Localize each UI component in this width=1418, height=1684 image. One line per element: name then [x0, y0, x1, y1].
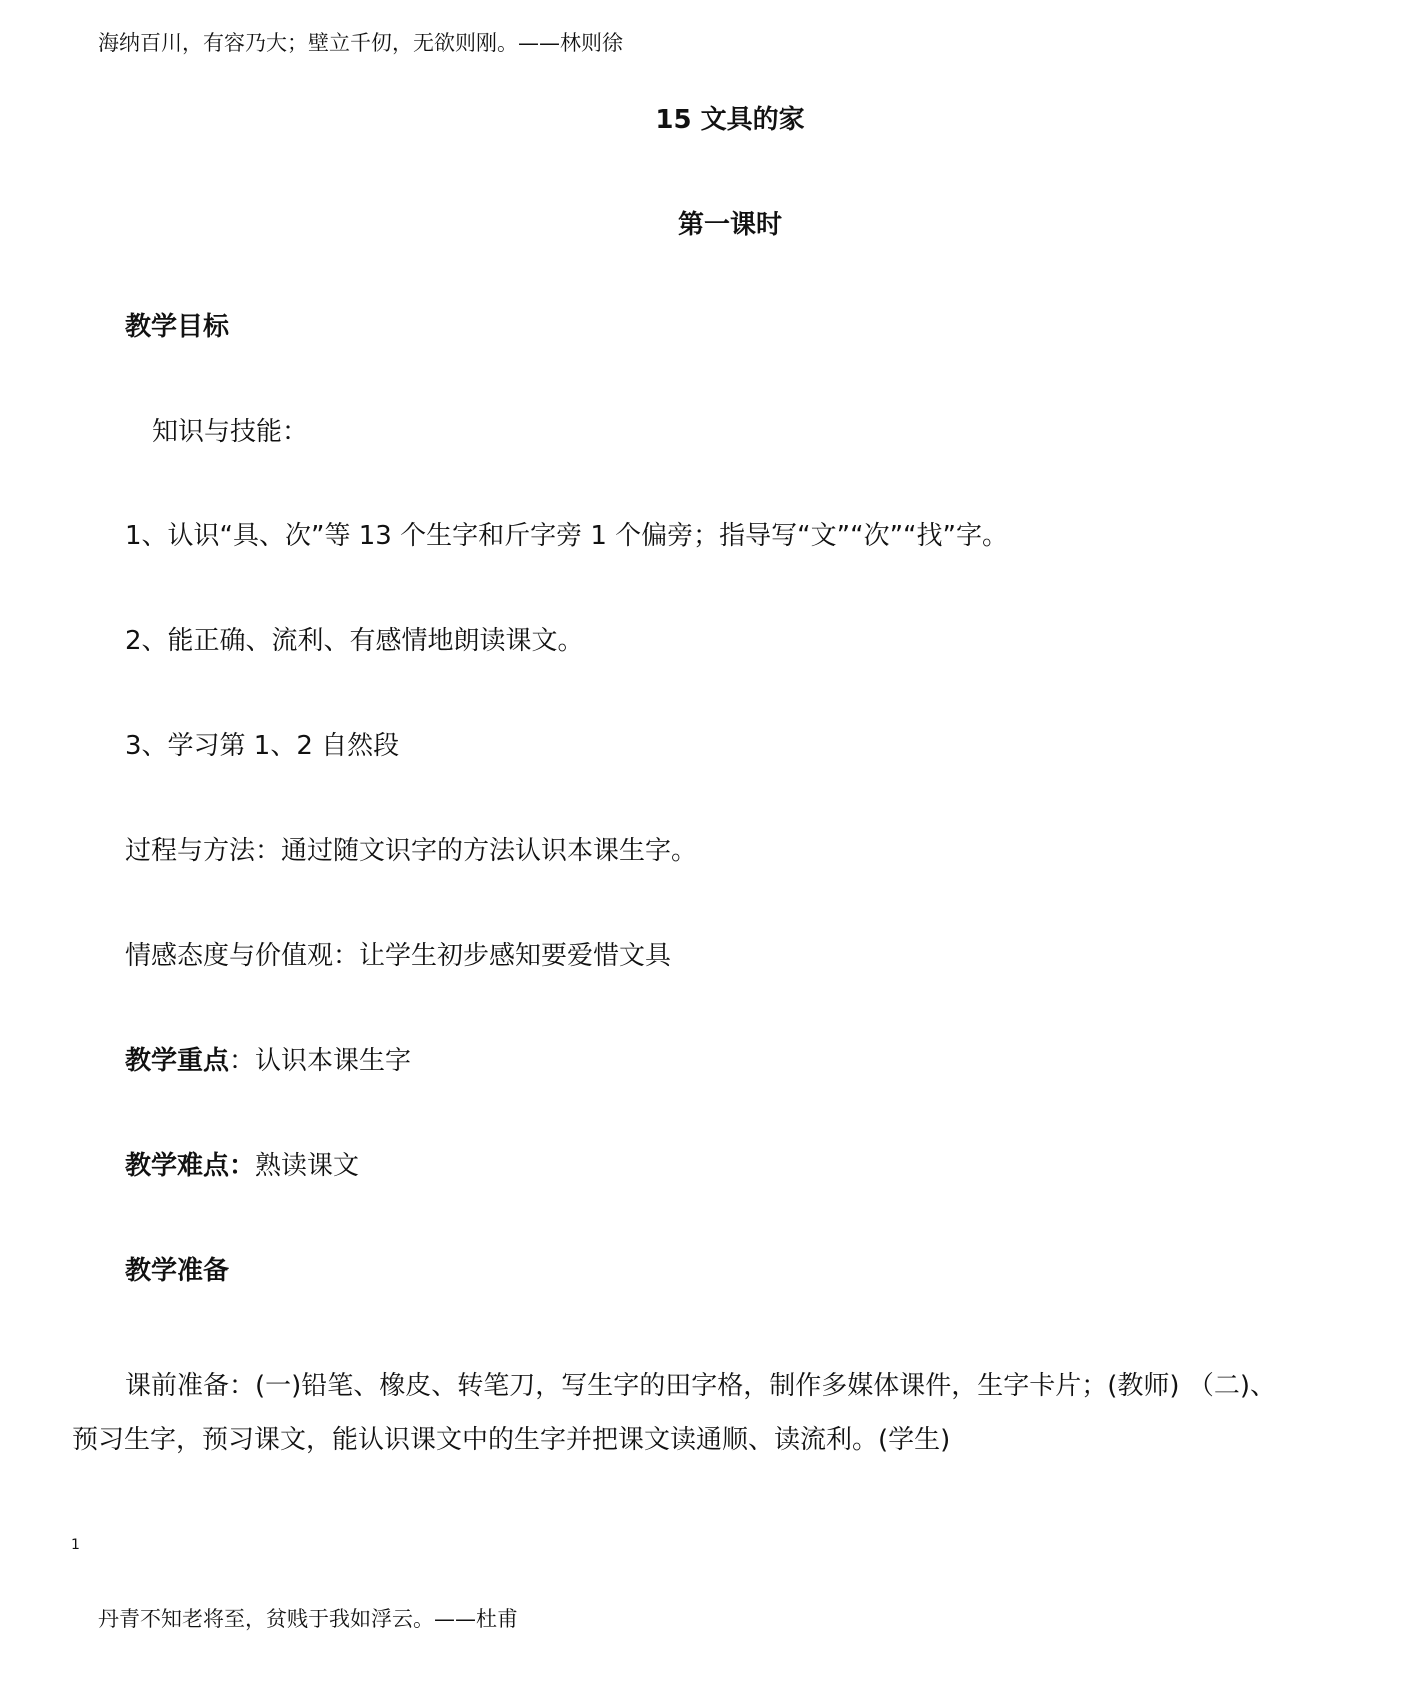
knowledge-skills-label: 知识与技能： — [152, 417, 309, 447]
document-title: 15 文具的家 — [655, 105, 805, 135]
difficult-point-label: 教学难点： — [125, 1151, 256, 1181]
objective-item-2: 2、能正确、流利、有感情地朗读课文。 — [125, 626, 584, 656]
footer-quote: 丹青不知老将至，贫贱于我如浮云。——杜甫 — [98, 1607, 518, 1631]
difficult-point-text: 熟读课文 — [255, 1151, 360, 1181]
preparation-heading: 教学准备 — [125, 1256, 230, 1286]
header-quote: 海纳百川，有容乃大；壁立千仞，无欲则刚。——林则徐 — [98, 31, 623, 55]
key-point — [125, 1043, 411, 1079]
preparation-line-2: 预习生字，预习课文，能认识课文中的生字并把课文读通顺、读流利。(学生) — [72, 1425, 951, 1455]
key-point-label: 教学重点 — [125, 1046, 230, 1076]
objective-item-3: 3、学习第 1、2 自然段 — [125, 731, 400, 761]
emotion-values-text: 情感态度与价值观：让学生初步感知要爱惜文具 — [125, 941, 672, 971]
objective-item-1: 1、认识“具、次”等 13 个生字和斤字旁 1 个偏旁；指导写“文”“次”“找”字。 — [125, 521, 1008, 551]
key-point-text: ：认识本课生字 — [229, 1046, 412, 1076]
difficult-point — [125, 1148, 359, 1184]
process-method-text: 过程与方法：通过随文识字的方法认识本课生字。 — [125, 836, 698, 866]
preparation-line-1: 课前准备：(一)铅笔、橡皮、转笔刀，写生字的田字格，制作多媒体课件，生字卡片；(教师) （二)、 — [125, 1371, 1276, 1401]
objectives-heading: 教学目标 — [125, 312, 230, 342]
page-number: 1 — [71, 1537, 80, 1553]
preparation-paragraph — [72, 1359, 1342, 1467]
lesson-title: 第一课时 — [677, 210, 782, 240]
